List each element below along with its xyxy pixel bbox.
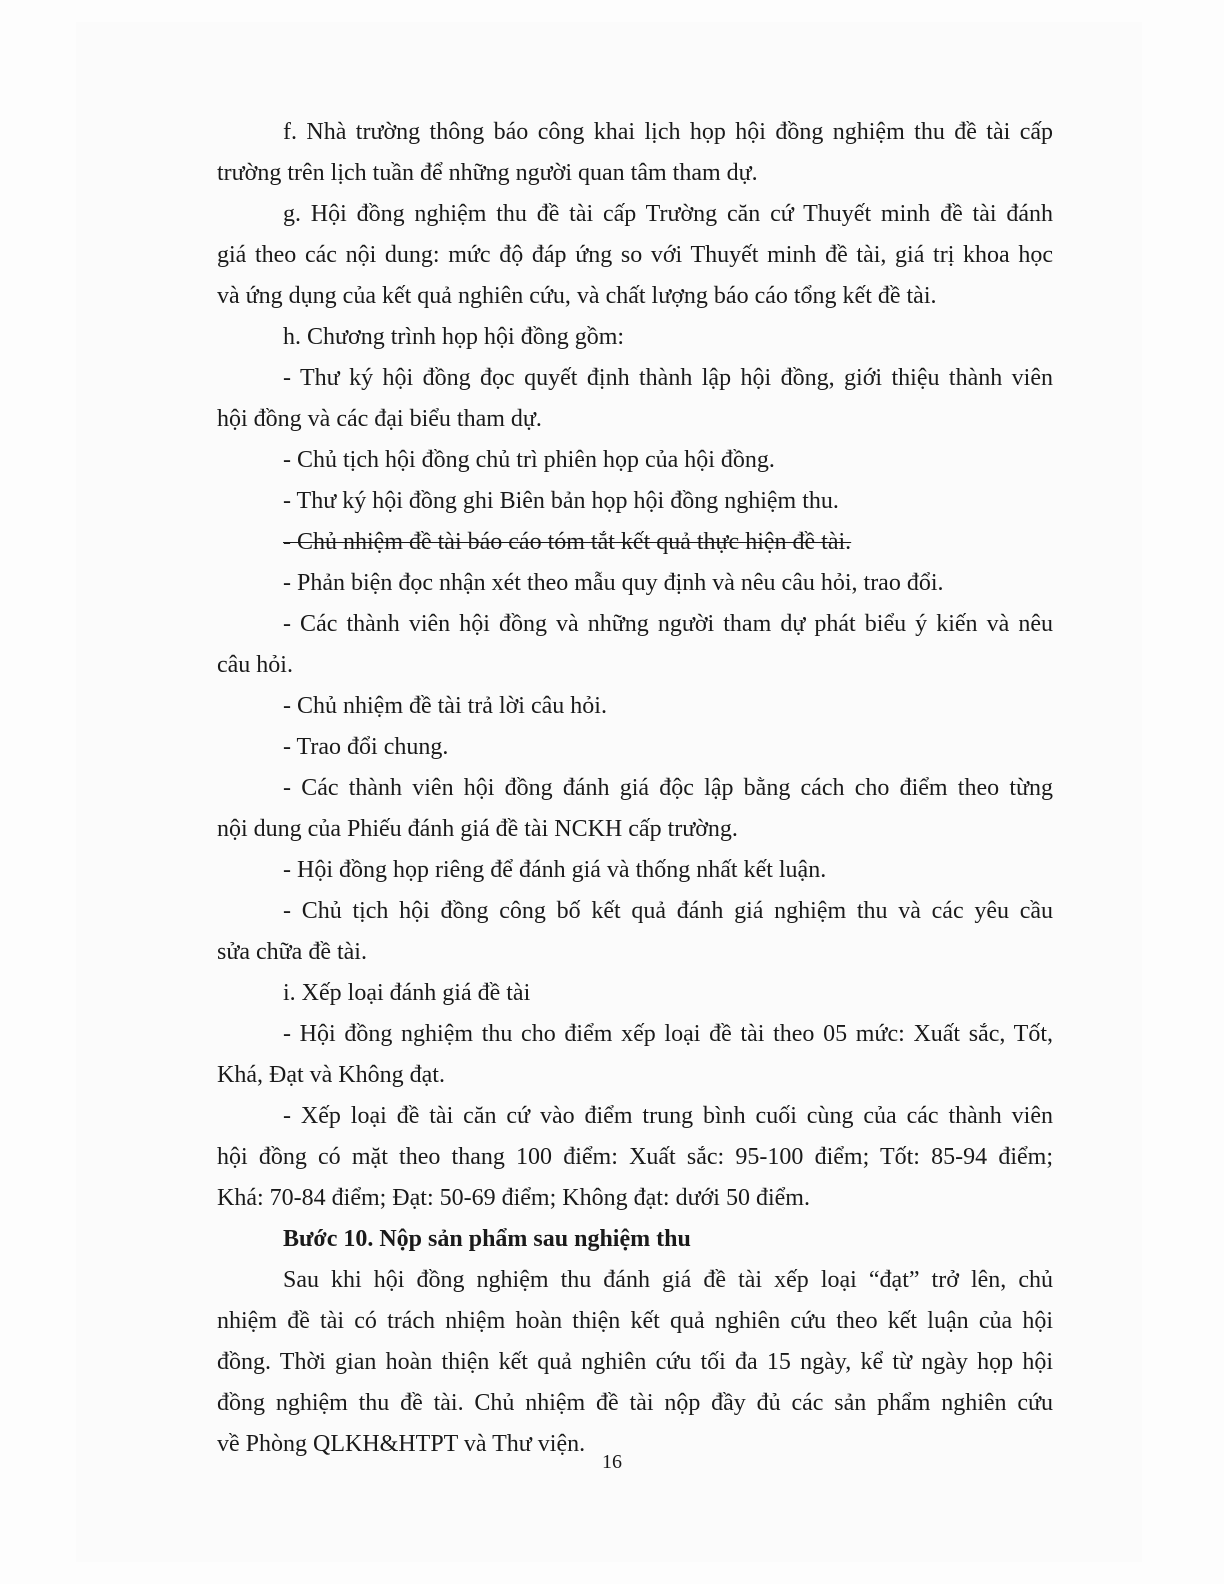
text-line: Khá: 70-84 điểm; Đạt: 50-69 điểm; Không đạt: dưới 50 điểm. [217, 1185, 810, 1211]
text-line: hội đồng có mặt theo thang 100 điểm: Xuất sắc: 95-100 điểm; Tốt: 85-94 điểm; [217, 1144, 1053, 1170]
text-line: giá theo các nội dung: mức độ đáp ứng so với Thuyết minh đề tài, giá trị khoa học [217, 242, 1053, 268]
text-line: - Thư ký hội đồng đọc quyết định thành lập hội đồng, giới thiệu thành viên [283, 365, 1053, 391]
text-line: - Chủ nhiệm đề tài trả lời câu hỏi. [283, 693, 607, 719]
list-item-independent-scoring [217, 768, 1053, 850]
text-line: i. Xếp loại đánh giá đề tài [283, 980, 531, 1006]
text-line: f. Nhà trường thông báo công khai lịch họp hội đồng nghiệm thu đề tài cấp [283, 119, 1053, 145]
list-item-private-meeting [217, 850, 1053, 891]
struck-text: - Chủ nhiệm đề tài báo cáo tóm tắt kết quả thực hiện đề tài. [283, 529, 852, 555]
paragraph-i [217, 973, 1053, 1014]
text-line: - Phản biện đọc nhận xét theo mẫu quy định và nêu câu hỏi, trao đổi. [283, 570, 944, 596]
text-line: - Hội đồng nghiệm thu cho điểm xếp loại đề tài theo 05 mức: Xuất sắc, Tốt, [283, 1021, 1053, 1047]
list-item-discussion [217, 727, 1053, 768]
text-line: hội đồng và các đại biểu tham dự. [217, 406, 542, 432]
paragraph-g [217, 194, 1053, 317]
list-item-chair-announces [217, 891, 1053, 973]
text-line: Khá, Đạt và Không đạt. [217, 1062, 445, 1088]
heading-text: Bước 10. Nộp sản phẩm sau nghiệm thu [283, 1226, 691, 1252]
text-line: - Hội đồng họp riêng để đánh giá và thống nhất kết luận. [283, 857, 827, 883]
document-body [217, 112, 1053, 1465]
text-line: h. Chương trình họp hội đồng gồm: [283, 324, 625, 350]
text-line [217, 522, 1053, 563]
paragraph-step-10 [217, 1260, 1053, 1465]
text-line: đồng nghiệm thu đề tài. Chủ nhiệm đề tài nộp đầy đủ các sản phẩm nghiên cứu [217, 1390, 1053, 1416]
list-item-leader-report [217, 522, 1053, 563]
text-line: nội dung của Phiếu đánh giá đề tài NCKH cấp trường. [217, 816, 738, 842]
text-line: trường trên lịch tuần để những người quan tâm tham dự. [217, 160, 758, 186]
list-item-leader-answers [217, 686, 1053, 727]
list-item-five-levels [217, 1014, 1053, 1096]
text-line: đồng. Thời gian hoàn thiện kết quả nghiên cứu tối đa 15 ngày, kể từ ngày họp hội [217, 1349, 1053, 1375]
text-line: về Phòng QLKH&HTPT và Thư viện. [217, 1431, 586, 1457]
paragraph-h [217, 317, 1053, 358]
text-line: - Trao đổi chung. [283, 734, 449, 760]
text-line: Sau khi hội đồng nghiệm thu đánh giá đề tài xếp loại “đạt” trở lên, chủ [283, 1267, 1053, 1293]
text-line: câu hỏi. [217, 652, 293, 678]
list-item-reviewer [217, 563, 1053, 604]
page-number: 16 [602, 1451, 622, 1473]
text-line: nhiệm đề tài có trách nhiệm hoàn thiện kết quả nghiên cứu theo kết luận của hội [217, 1308, 1053, 1334]
list-item-secretary-minutes [217, 481, 1053, 522]
list-item-score-scale [217, 1096, 1053, 1219]
text-line: g. Hội đồng nghiệm thu đề tài cấp Trường căn cứ Thuyết minh đề tài đánh [283, 201, 1053, 227]
text-line: - Xếp loại đề tài căn cứ vào điểm trung bình cuối cùng của các thành viên [283, 1103, 1053, 1129]
section-heading-step-10 [217, 1219, 1053, 1260]
list-item-members-questions [217, 604, 1053, 686]
text-line: và ứng dụng của kết quả nghiên cứu, và chất lượng báo cáo tổng kết đề tài. [217, 283, 937, 309]
text-line: - Các thành viên hội đồng đánh giá độc lập bằng cách cho điểm theo từng [283, 775, 1053, 801]
text-line: - Chủ tịch hội đồng chủ trì phiên họp của hội đồng. [283, 447, 775, 473]
list-item-secretary-reads [217, 358, 1053, 440]
list-item-chair-presides [217, 440, 1053, 481]
paragraph-f [217, 112, 1053, 194]
text-line: - Chủ tịch hội đồng công bố kết quả đánh giá nghiệm thu và các yêu cầu [283, 898, 1053, 924]
text-line: - Thư ký hội đồng ghi Biên bản họp hội đồng nghiệm thu. [283, 488, 839, 514]
text-line: sửa chữa đề tài. [217, 939, 367, 965]
text-line: - Các thành viên hội đồng và những người tham dự phát biểu ý kiến và nêu [283, 611, 1053, 637]
